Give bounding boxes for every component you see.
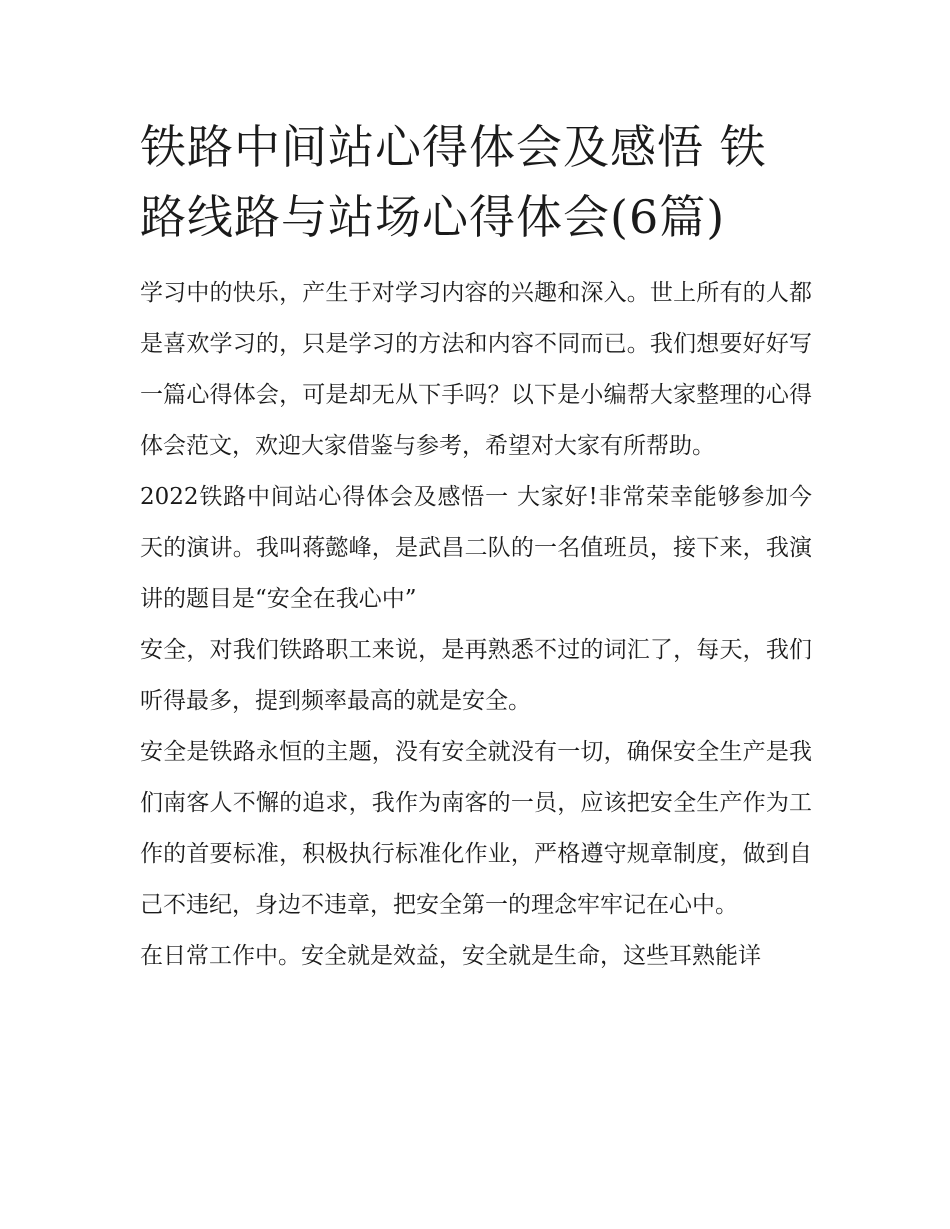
paragraph-intro: 学习中的快乐，产生于对学习内容的兴趣和深入。世上所有的人都是喜欢学习的，只是学习的方法和内容不同而已。我们想要好好写一篇心得体会，可是却无从下手吗？以下是小编帮大家整理的心得体会范文，欢迎大家借鉴与参考，希望对大家有所帮助。 (140, 280, 812, 459)
document-title: 铁路中间站心得体会及感悟 铁路线路与站场心得体会(6篇) (140, 120, 767, 244)
paragraph-speech-opening: 2022铁路中间站心得体会及感悟一 大家好!非常荣幸能够参加今天的演讲。我叫蒋懿峰，是武昌二队的一名值班员，接下来，我演讲的题目是“安全在我心中” (140, 484, 812, 612)
document-page (140, 112, 812, 982)
paragraph-safety-theme: 安全是铁路永恒的主题，没有安全就没有一切，确保安全生产是我们南客人不懈的追求，我作为南客的一员，应该把安全生产作为工作的首要标准，积极执行标准化作业，严格遵守规章制度，做到自己不违纪，身边不违章，把安全第一的理念牢牢记在心中。 (140, 739, 812, 918)
paragraph-safety-familiar: 安全，对我们铁路职工来说，是再熟悉不过的词汇了，每天，我们听得最多，提到频率最高的就是安全。 (140, 637, 812, 714)
paragraph-daily-work: 在日常工作中。安全就是效益，安全就是生命，这些耳熟能详 (140, 943, 761, 969)
